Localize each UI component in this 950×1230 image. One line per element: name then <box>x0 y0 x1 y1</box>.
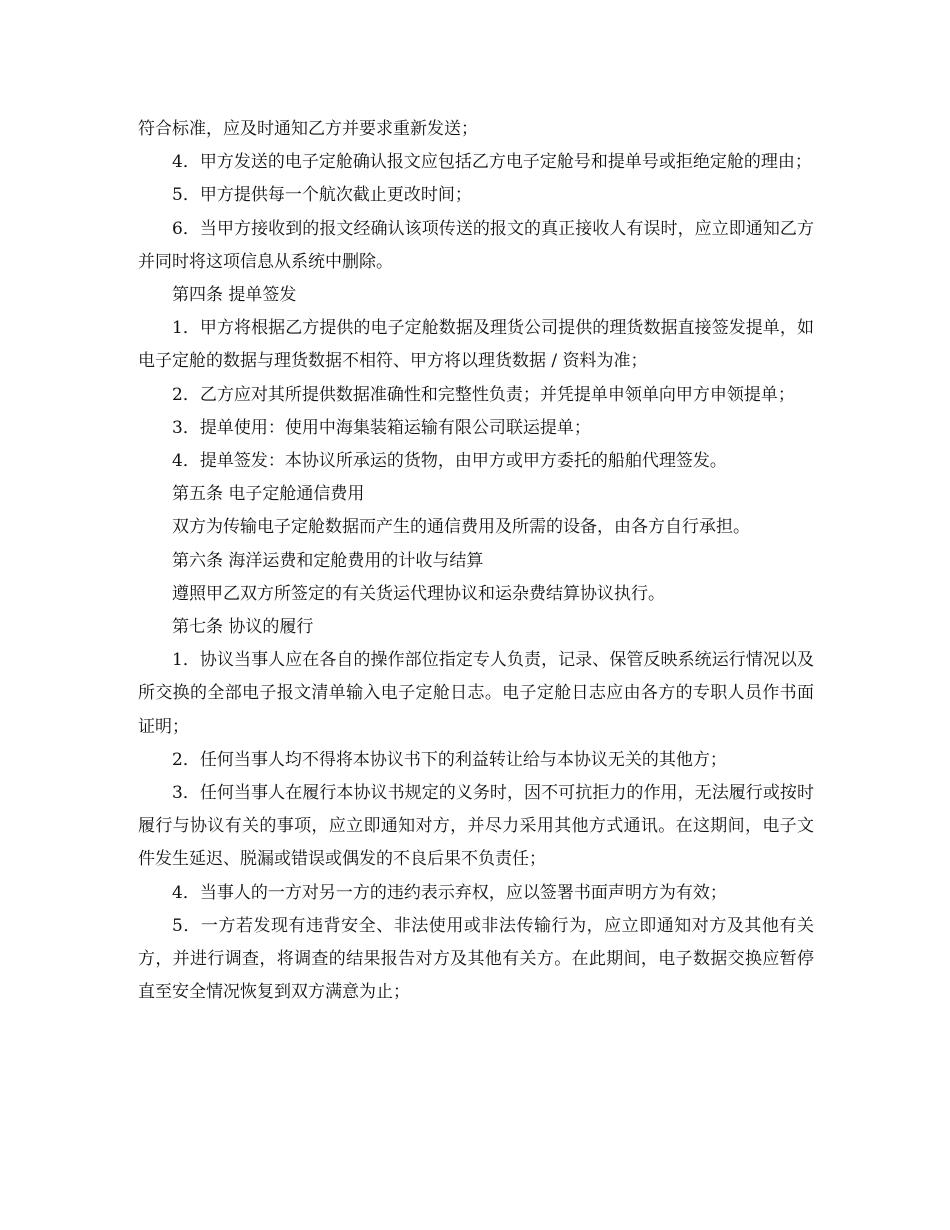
heading-article-4: 第四条 提单签发 <box>172 285 297 306</box>
paragraph-article-7-item-3: 3．任何当事人在履行本协议书规定的义务时，因不可抗拒力的作用，无法履行或按时履行与协议有关的事项，应立即通知对方，并尽力采用其他方式通讯。在这期间，电子文件发生延迟、脱漏或错误或偶发的不良后果不负责任； <box>138 783 814 870</box>
paragraph-article-7-item-1: 1．协议当事人应在各自的操作部位指定专人负责，记录、保管反映系统运行情况以及所交换的全部电子报文清单输入电子定舱日志。电子定舱日志应由各方的专职人员作书面证明； <box>138 650 814 737</box>
paragraph-clause-3-item-5: 5．甲方提供每一个航次截止更改时间； <box>172 185 472 206</box>
heading-article-7: 第七条 协议的履行 <box>172 617 314 638</box>
heading-article-6: 第六条 海洋运费和定舱费用的计收与结算 <box>172 550 484 571</box>
paragraph-clause-3-item-4: 4．甲方发送的电子定舱确认报文应包括乙方电子定舱号和提单号或拒绝定舱的理由； <box>172 152 812 173</box>
paragraph-continuation: 符合标准，应及时通知乙方并要求重新发送； <box>138 119 478 139</box>
paragraph-clause-3-item-6: 6．当甲方接收到的报文经确认该项传送的报文的真正接收人有误时，应立即通知乙方并同时将这项信息从系统中删除。 <box>138 218 814 272</box>
paragraph-article-4-item-2: 2．乙方应对其所提供数据准确性和完整性负责；并凭提单申领单向甲方申领提单； <box>172 384 795 405</box>
paragraph-article-4-item-3: 3．提单使用：使用中海集装箱运输有限公司联运提单； <box>172 417 591 438</box>
paragraph-article-7-item-5: 5．一方若发现有违背安全、非法使用或非法传输行为，应立即通知对方及其他有关方，并进行调查，将调查的结果报告对方及其他有关方。在此期间，电子数据交换应暂停直至安全情况恢复到双方满意为止； <box>138 915 814 1003</box>
paragraph-article-4-item-1: 1．甲方将根据乙方提供的电子定舱数据及理货公司提供的理货数据直接签发提单，如电子定舱的数据与理货数据不相符、甲方将以理货数据 / 资料为准； <box>138 318 814 372</box>
heading-article-5: 第五条 电子定舱通信费用 <box>172 484 365 505</box>
paragraph-article-7-item-2: 2．任何当事人均不得将本协议书下的利益转让给与本协议无关的其他方； <box>172 749 727 770</box>
paragraph-article-6: 遵照甲乙双方所签定的有关货运代理协议和运杂费结算协议执行。 <box>172 583 665 604</box>
document-body <box>138 113 814 1009</box>
paragraph-article-4-item-4: 4．提单签发：本协议所承运的货物，由甲方或甲方委托的船舶代理签发。 <box>172 451 727 472</box>
paragraph-article-5: 双方为传输电子定舱数据而产生的通信费用及所需的设备，由各方自行承担。 <box>172 517 750 538</box>
paragraph-article-7-item-4: 4．当事人的一方对另一方的违约表示弃权，应以签署书面声明方为有效； <box>172 882 727 903</box>
